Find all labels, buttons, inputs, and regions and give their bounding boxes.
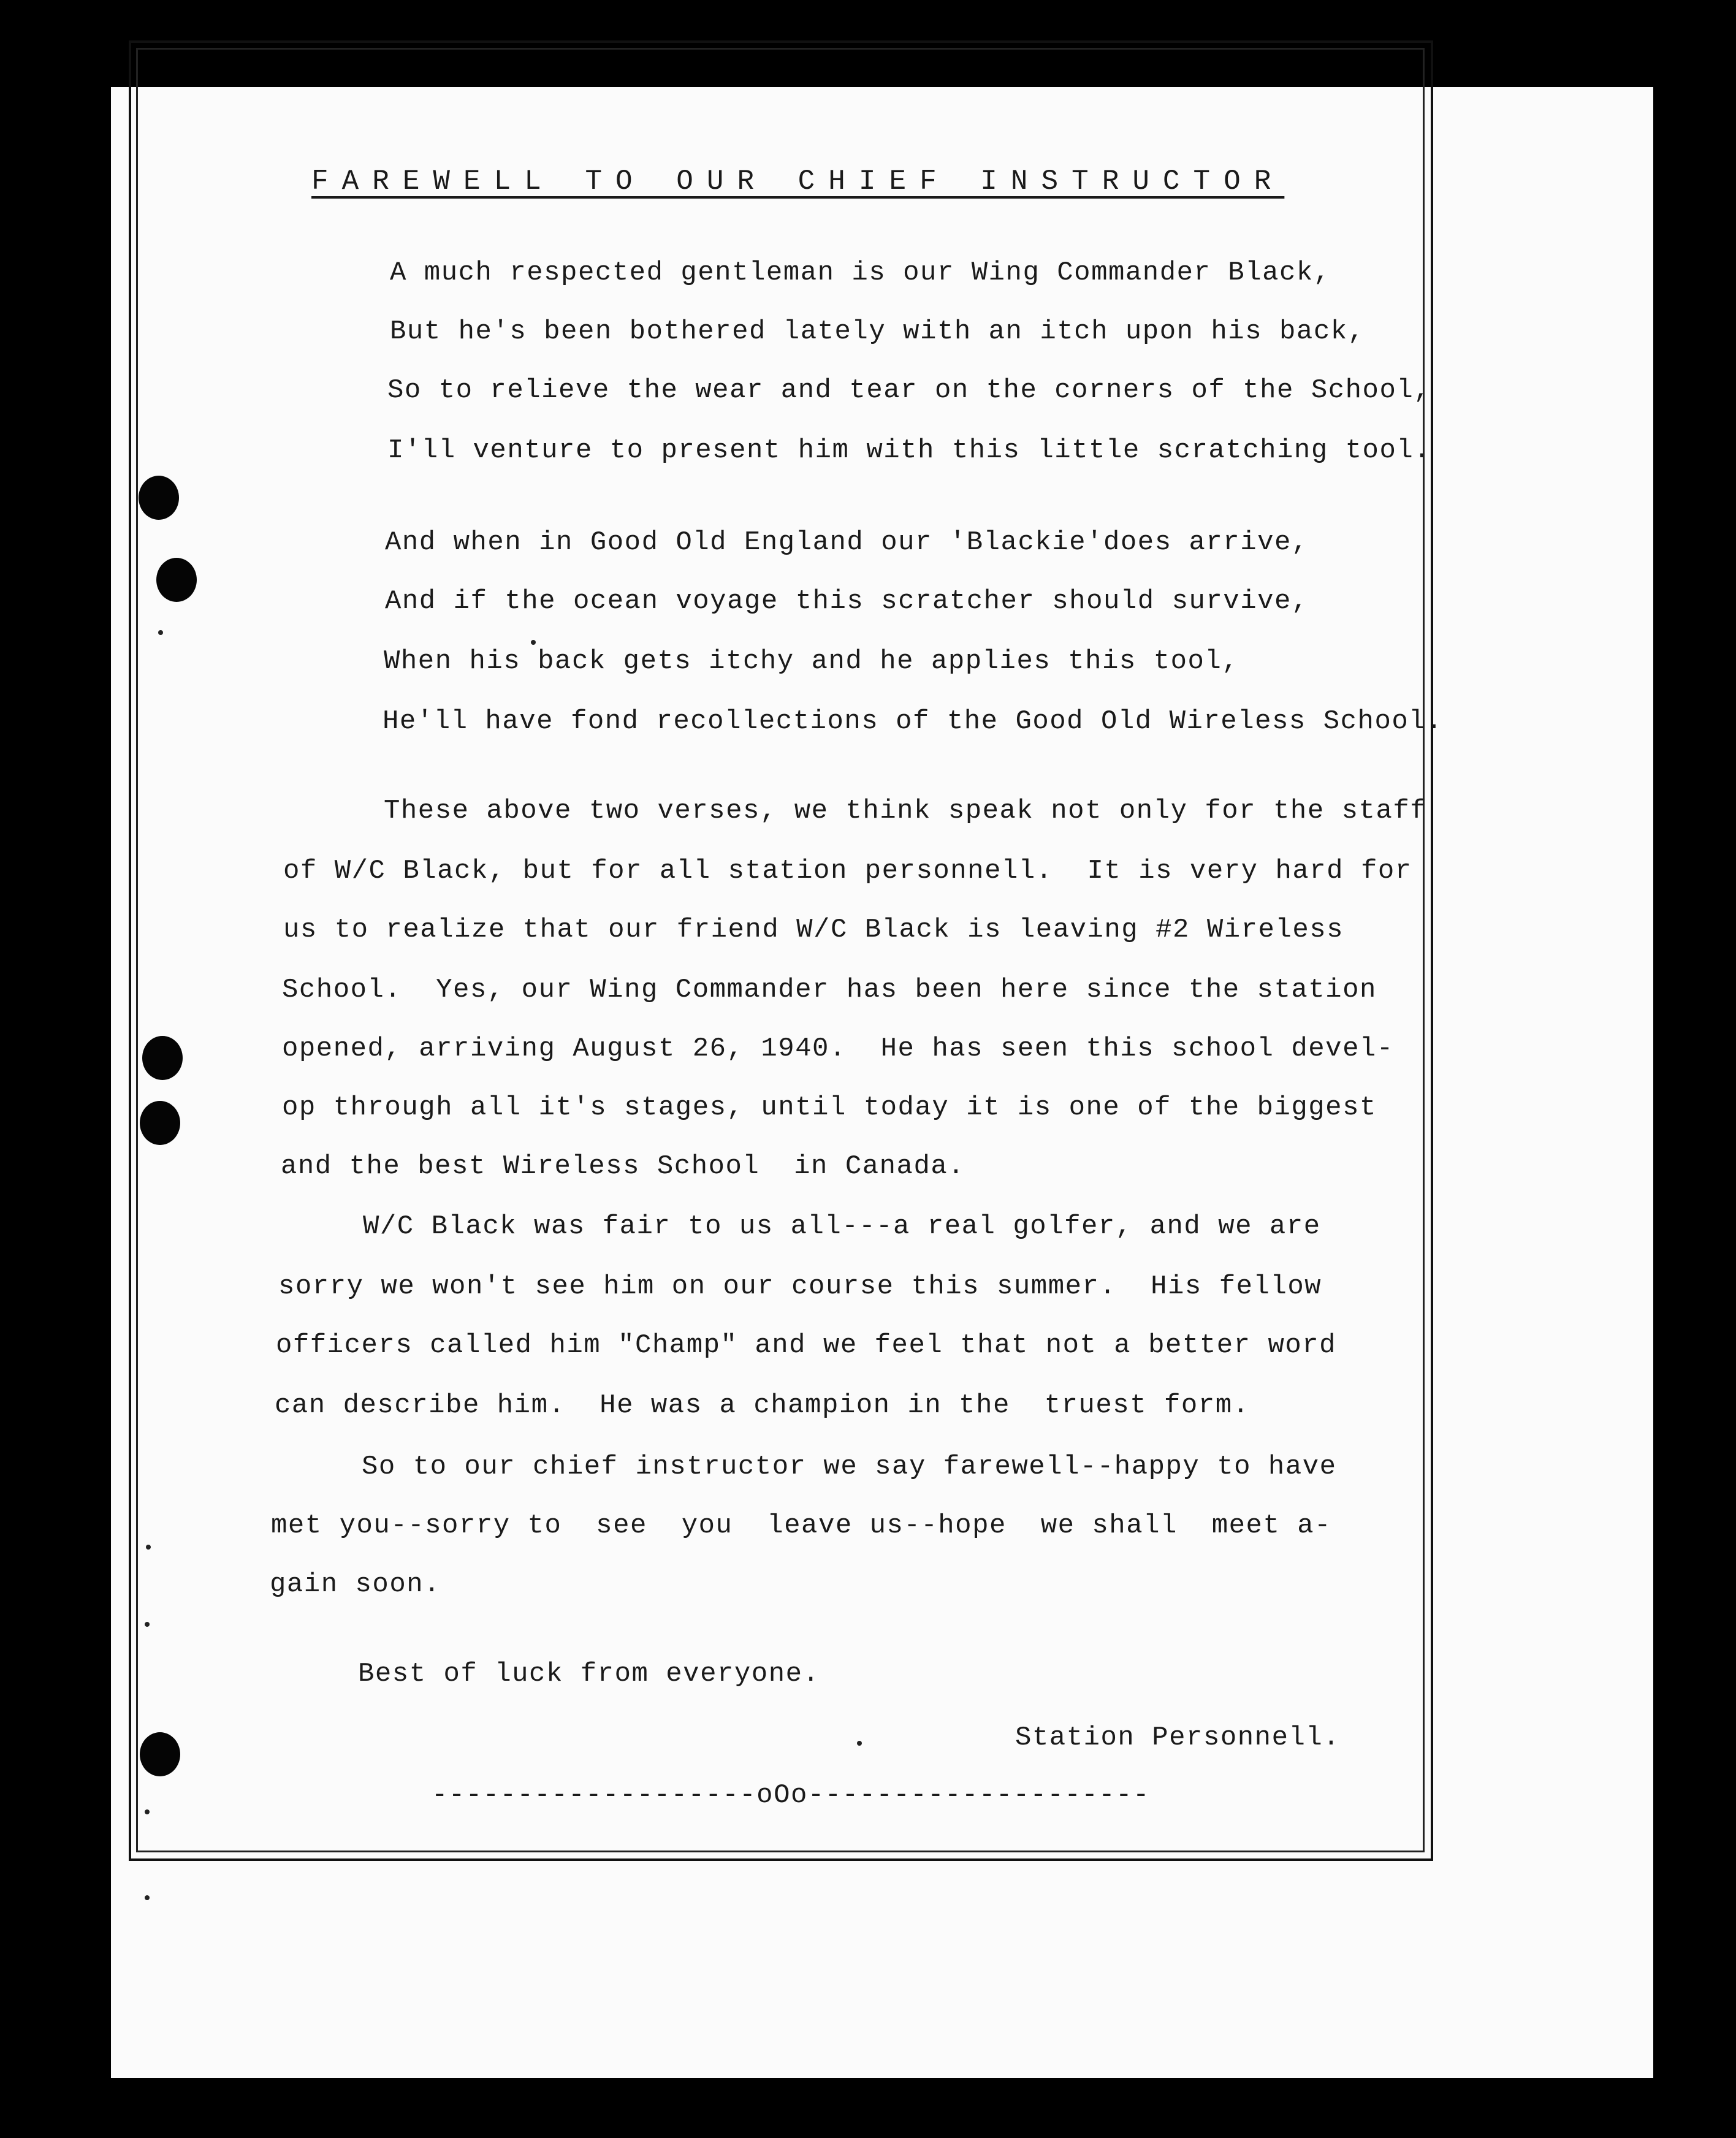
verse-line: And when in Good Old England our 'Blackie'does arrive,: [385, 527, 1309, 558]
verse-line: I'll venture to present him with this little scratching tool.: [387, 435, 1431, 466]
paper-speck: [158, 630, 163, 635]
verse-line: But he's been bothered lately with an itch upon his back,: [390, 316, 1365, 347]
paragraph-line: opened, arriving August 26, 1940. He has seen this school devel-: [282, 1033, 1394, 1064]
paragraph-line: met you--sorry to see you leave us--hope we shall meet a-: [271, 1510, 1332, 1541]
punch-hole: [139, 476, 179, 520]
punch-hole: [140, 1101, 180, 1145]
paragraph-line: op through all it's stages, until today it is one of the biggest: [282, 1092, 1377, 1123]
verse-line: And if the ocean voyage this scratcher should survive,: [385, 586, 1309, 617]
paper-speck: [145, 1622, 150, 1627]
paper-speck: [857, 1741, 862, 1746]
paragraph-line: can describe him. He was a champion in the truest form.: [275, 1390, 1250, 1421]
paragraph-line: us to realize that our friend W/C Black is leaving #2 Wireless: [283, 915, 1344, 945]
paragraph-line: of W/C Black, but for all station personnell. It is very hard for: [283, 856, 1412, 886]
paper-speck: [145, 1895, 150, 1900]
paper-speck: [531, 640, 536, 645]
verse-line: He'll have fond recollections of the Good Old Wireless School.: [383, 706, 1444, 737]
document-title: FAREWELL TO OUR CHIEF INSTRUCTOR: [311, 165, 1285, 197]
paragraph-line: sorry we won't see him on our course this summer. His fellow: [278, 1271, 1322, 1302]
verse-line: A much respected gentleman is our Wing Commander Black,: [390, 257, 1331, 288]
paper-speck: [145, 1809, 150, 1814]
separator-line: -------------------oOo--------------------: [432, 1780, 1150, 1811]
punch-hole: [140, 1732, 180, 1776]
paragraph-line: officers called him "Champ" and we feel that not a better word: [276, 1330, 1337, 1361]
paragraph-line: These above two verses, we think speak not only for the staff: [384, 796, 1428, 826]
closing-line: Best of luck from everyone.: [358, 1659, 820, 1689]
paper-speck: [146, 1545, 151, 1550]
punch-hole: [142, 1036, 183, 1080]
verse-line: So to relieve the wear and tear on the corners of the School,: [387, 375, 1431, 406]
paragraph-line: gain soon.: [270, 1569, 441, 1600]
punch-hole: [156, 558, 197, 602]
paragraph-line: So to our chief instructor we say farewell--happy to have: [362, 1451, 1337, 1482]
paragraph-line: School. Yes, our Wing Commander has been here since the station: [282, 975, 1377, 1005]
signature: Station Personnell.: [1015, 1722, 1341, 1753]
paragraph-line: and the best Wireless School in Canada.: [281, 1151, 965, 1182]
verse-line: When his back gets itchy and he applies this tool,: [384, 646, 1239, 677]
paragraph-line: W/C Black was fair to us all---a real golfer, and we are: [363, 1211, 1321, 1242]
